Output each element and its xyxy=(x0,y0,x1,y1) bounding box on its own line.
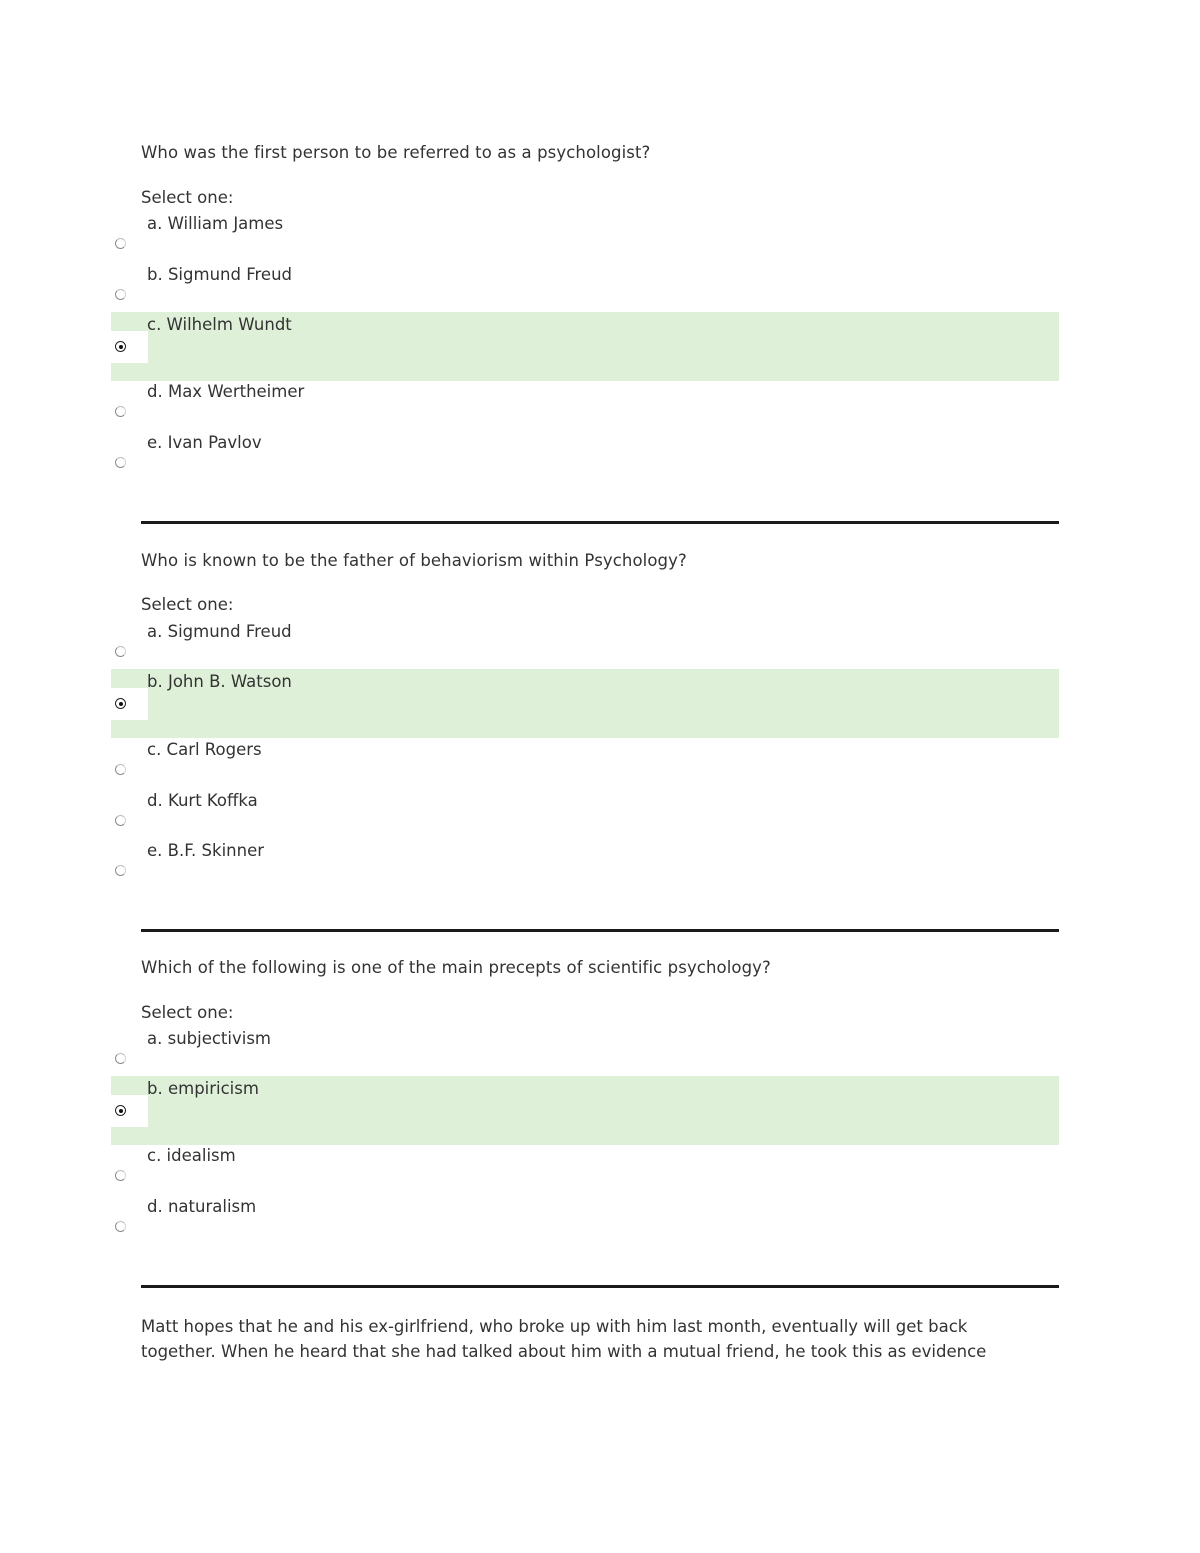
option-label: a. subjectivism xyxy=(147,1029,272,1048)
option-label: b. John B. Watson xyxy=(147,672,292,691)
option-3d[interactable] xyxy=(111,1195,1059,1246)
radio-unchecked-icon[interactable] xyxy=(115,1053,126,1064)
select-one-label: Select one: xyxy=(141,188,234,207)
question-3-text: Which of the following is one of the main precepts of scientific psychology? xyxy=(141,958,771,977)
option-1c-selected[interactable] xyxy=(111,312,1059,381)
option-3a[interactable] xyxy=(111,1027,1059,1078)
question-divider xyxy=(141,1285,1059,1288)
radio-unchecked-icon[interactable] xyxy=(115,406,126,417)
option-label: a. Sigmund Freud xyxy=(147,622,292,641)
question-divider xyxy=(141,521,1059,524)
option-2b-selected[interactable] xyxy=(111,669,1059,738)
radio-unchecked-icon[interactable] xyxy=(115,457,126,468)
option-1a[interactable] xyxy=(111,212,1059,263)
option-2d[interactable] xyxy=(111,789,1059,840)
question-divider xyxy=(141,929,1059,932)
option-label: e. Ivan Pavlov xyxy=(147,433,262,452)
option-2c[interactable] xyxy=(111,738,1059,789)
option-label: d. Kurt Koffka xyxy=(147,791,258,810)
option-3c[interactable] xyxy=(111,1144,1059,1195)
option-label: c. Carl Rogers xyxy=(147,740,262,759)
option-1d[interactable] xyxy=(111,380,1059,431)
question-4-line-2: together. When he heard that she had talked about him with a mutual friend, he took this as evidence xyxy=(141,1342,987,1361)
question-2-text: Who is known to be the father of behaviorism within Psychology? xyxy=(141,551,687,570)
option-2e[interactable] xyxy=(111,839,1059,890)
option-3b-selected[interactable] xyxy=(111,1076,1059,1145)
radio-unchecked-icon[interactable] xyxy=(115,764,126,775)
radio-checked-icon[interactable] xyxy=(115,698,126,709)
question-4-line-1: Matt hopes that he and his ex-girlfriend, who broke up with him last month, eventually will get back xyxy=(141,1317,968,1336)
radio-checked-icon[interactable] xyxy=(115,341,126,352)
select-one-label: Select one: xyxy=(141,1003,234,1022)
radio-unchecked-icon[interactable] xyxy=(115,865,126,876)
option-1b[interactable] xyxy=(111,263,1059,314)
option-2a[interactable] xyxy=(111,620,1059,671)
radio-unchecked-icon[interactable] xyxy=(115,289,126,300)
radio-unchecked-icon[interactable] xyxy=(115,238,126,249)
radio-unchecked-icon[interactable] xyxy=(115,1170,126,1181)
option-label: d. naturalism xyxy=(147,1197,257,1216)
option-label: c. Wilhelm Wundt xyxy=(147,315,292,334)
option-label: b. Sigmund Freud xyxy=(147,265,292,284)
radio-unchecked-icon[interactable] xyxy=(115,815,126,826)
option-label: d. Max Wertheimer xyxy=(147,382,305,401)
question-1-text: Who was the first person to be referred to as a psychologist? xyxy=(141,143,651,162)
radio-checked-icon[interactable] xyxy=(115,1105,126,1116)
option-label: a. William James xyxy=(147,214,284,233)
option-label: e. B.F. Skinner xyxy=(147,841,264,860)
question-4-text xyxy=(141,1314,1041,1364)
radio-unchecked-icon[interactable] xyxy=(115,646,126,657)
radio-unchecked-icon[interactable] xyxy=(115,1221,126,1232)
option-label: b. empiricism xyxy=(147,1079,259,1098)
option-1e[interactable] xyxy=(111,431,1059,482)
option-label: c. idealism xyxy=(147,1146,236,1165)
select-one-label: Select one: xyxy=(141,595,234,614)
